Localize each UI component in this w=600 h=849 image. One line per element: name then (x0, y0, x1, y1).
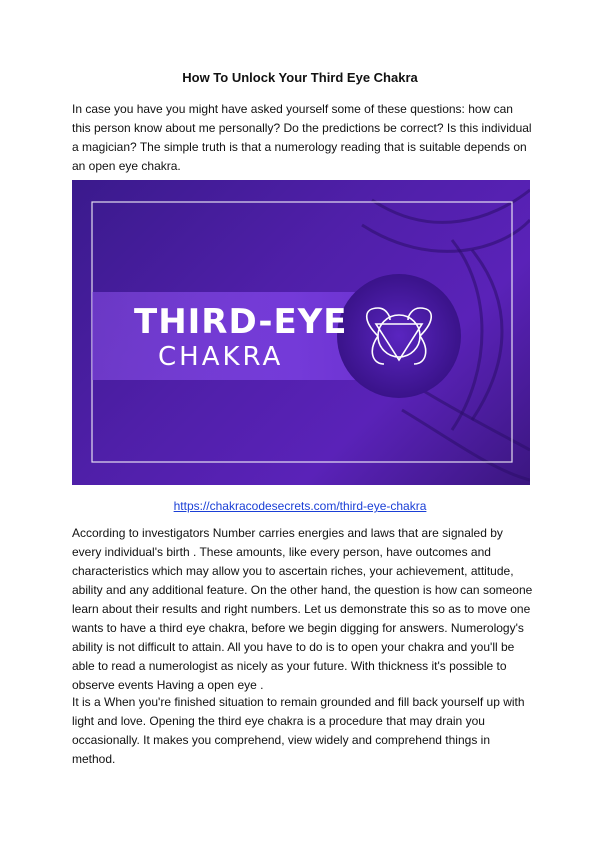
third-eye-chakra-banner (72, 180, 530, 485)
chakra-circle (337, 274, 461, 398)
page-title: How To Unlock Your Third Eye Chakra (182, 70, 418, 85)
banner-title: THIRD-EYE (134, 302, 348, 342)
banner-subtitle: CHAKRA (158, 342, 284, 372)
closing-paragraph: It is a When you're finished situation to remain grounded and fill back yourself up with light and love. Opening the third eye chakra is a procedure that may drain you occasionally. It makes you comprehend, view widely and comprehend things in method. (72, 695, 525, 766)
intro-paragraph: In case you have you might have asked yourself some of these questions: how can this person know about me personally? Do the predictions be correct? Is this individual a magician? The simple truth is that a numerology reading that is suitable depends on an open eye chakra. (72, 102, 532, 173)
body-paragraph: According to investigators Number carries energies and laws that are signaled by every individual's birth . These amounts, like every person, have outcomes and characteristics which may allow you to ascertain riches, your achievement, attitude, ability and any additional feature. On the other hand, the question is how can someone learn about their results and right numbers. Let us demonstrate this so as to move one wants to have a third eye chakra, before we begin digging for answers. Numerology's ability is not difficult to attain. All you have to do is to open your chakra and you'll be able to read a numerologist as nicely as your future. With thickness it's possible to observe events Having a open eye . (72, 526, 533, 692)
source-link[interactable]: https://chakracodesecrets.com/third-eye-chakra (173, 499, 427, 513)
